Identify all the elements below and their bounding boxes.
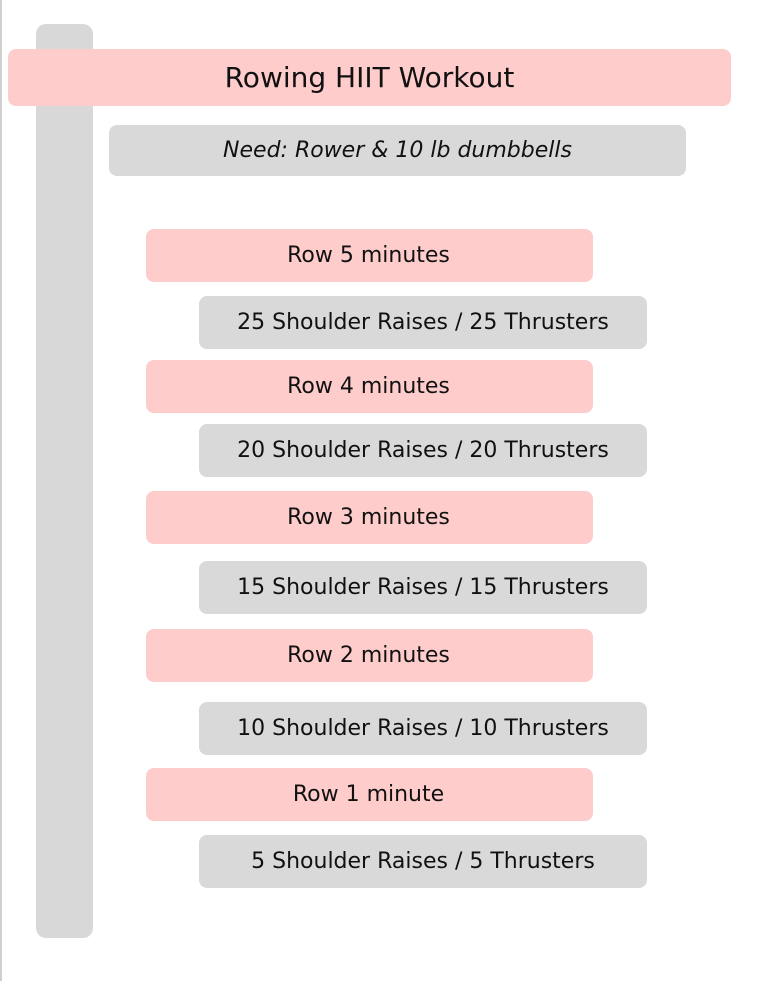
row-step-1 [146, 229, 593, 282]
timeline-spine [36, 24, 93, 938]
exercise-step-1 [199, 296, 647, 349]
exercise-step-label: 15 Shoulder Raises / 15 Thrusters [237, 575, 609, 600]
row-step-label: Row 5 minutes [287, 243, 450, 268]
exercise-step-label: 5 Shoulder Raises / 5 Thrusters [251, 849, 595, 874]
exercise-step-4 [199, 702, 647, 755]
row-step-4 [146, 629, 593, 682]
row-step-label: Row 3 minutes [287, 505, 450, 530]
page-border [0, 0, 2, 981]
row-step-5 [146, 768, 593, 821]
exercise-step-2 [199, 424, 647, 477]
exercise-step-label: 10 Shoulder Raises / 10 Thrusters [237, 716, 609, 741]
equipment-banner [109, 125, 686, 176]
row-step-3 [146, 491, 593, 544]
row-step-label: Row 4 minutes [287, 374, 450, 399]
row-step-label: Row 1 minute [292, 782, 445, 807]
exercise-step-3 [199, 561, 647, 614]
exercise-step-label: 25 Shoulder Raises / 25 Thrusters [237, 310, 609, 335]
equipment-text: Need: Rower & 10 lb dumbbells [223, 138, 572, 163]
exercise-step-label: 20 Shoulder Raises / 20 Thrusters [237, 438, 609, 463]
workout-title-banner [8, 49, 731, 106]
row-step-2 [146, 360, 593, 413]
page-title: Rowing HIIT Workout [224, 61, 515, 94]
row-step-label: Row 2 minutes [287, 643, 450, 668]
exercise-step-5 [199, 835, 647, 888]
